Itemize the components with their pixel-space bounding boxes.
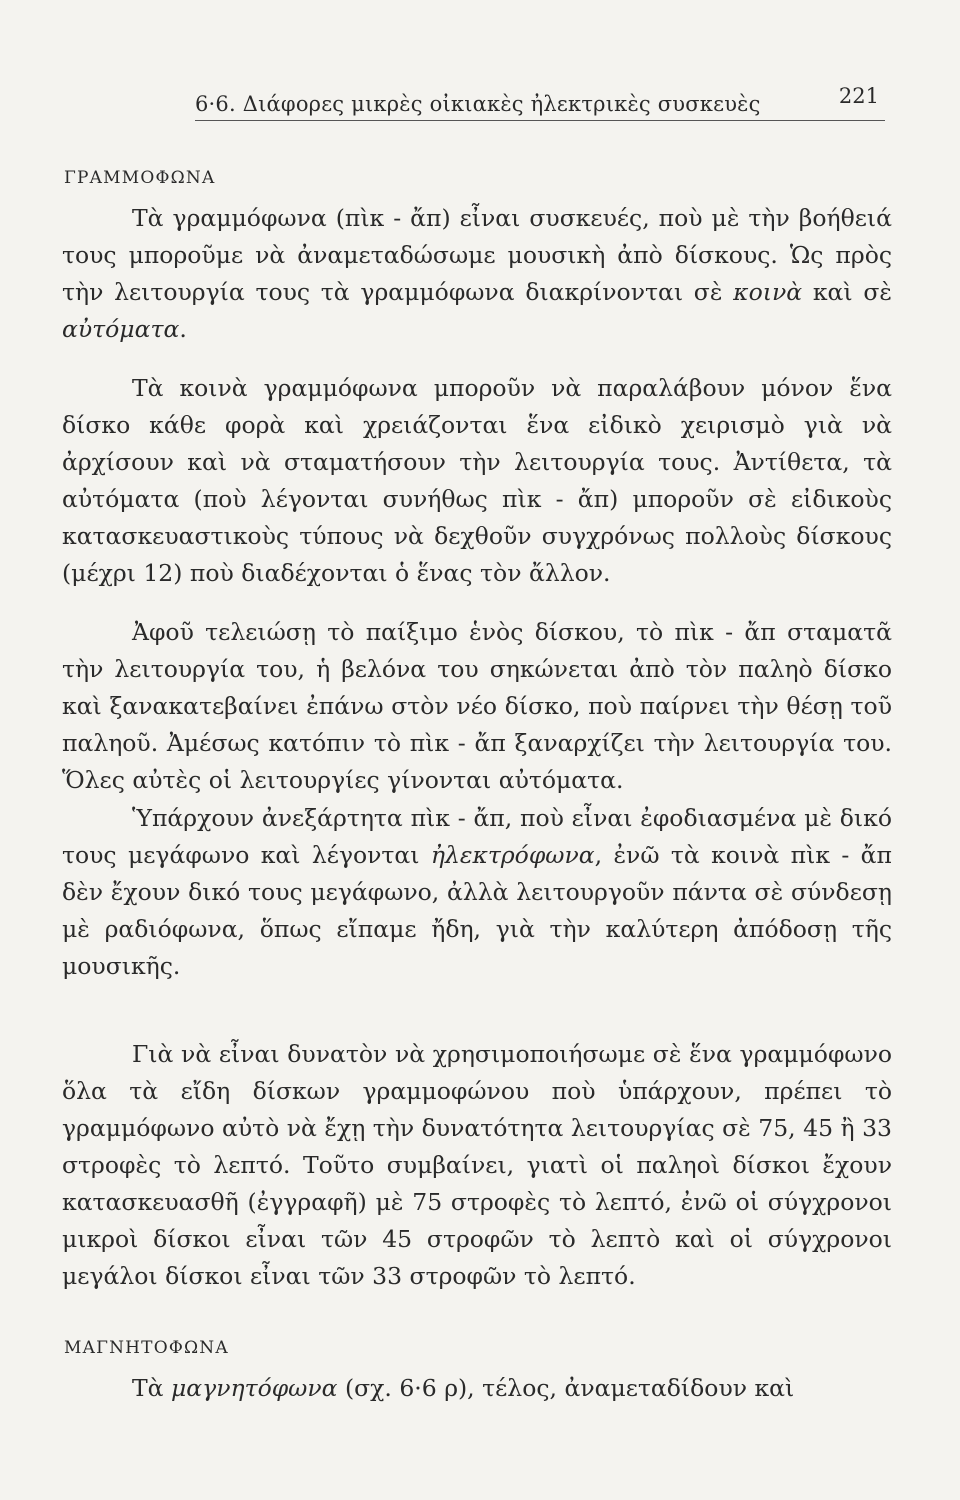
paragraph: Τὰ κοινὰ γραμμόφωνα μποροῦν νὰ παραλάβουν μόνον ἕνα δίσκο κάθε φορὰ καὶ χρειάζονται ἕνα εἰδικὸ χειρισμὸ γιὰ νὰ ἀρχίσουν καὶ νὰ σταματήσουν τὴν λειτουργία τους. Ἀντίθετα, τὰ αὐτόματα (ποὺ λέγονται συνήθως πὶκ - ἄπ) μποροῦν σὲ εἰδικοὺς κατασκευαστικοὺς τύπους νὰ δεχθοῦν συγχρόνως πολλοὺς δίσκους (μέχρι 12) ποὺ διαδέχονται ὁ ἕνας τὸν ἄλλον. — [62, 374, 892, 587]
paragraph-text: Ὑπάρχουν ἀνεξάρτητα πὶκ - ἄπ, ποὺ εἶναι ἐφοδιασμένα μὲ δικό τους μεγάφωνο καὶ λέγονται — [62, 804, 892, 869]
paragraph-text: , ἐνῶ τὰ κοινὰ πὶκ - ἄπ δὲν ἔχουν δικό τους μεγάφωνο, ἀλλὰ λειτουργοῦν πάντα σὲ σύνδεσῃ μὲ ραδιόφωνα, ὅπως εἴπαμε ἤδη, γιὰ τὴν καλύτερη ἀπόδοσῃ τῆς μουσικῆς. — [62, 841, 892, 980]
header-title: 6·6. Διάφορες μικρὲς οἰκιακὲς ἠλεκτρικὲς συσκευὲς — [195, 92, 761, 116]
section-heading-gramophones: ΓΡΑΜΜΟΦΩΝΑ — [64, 168, 216, 188]
emphasis-text: κοινὰ — [733, 278, 803, 306]
paragraph-text: καὶ σὲ — [802, 278, 892, 306]
paragraph-text: Τὰ — [132, 1374, 172, 1402]
paragraph — [62, 200, 892, 348]
paragraph: Γιὰ νὰ εἶναι δυνατὸν νὰ χρησιμοποιήσωμε σὲ ἕνα γραμμόφωνο ὅλα τὰ εἴδη δίσκων γραμμοφώνου ποὺ ὑπάρχουν, πρέπει τὸ γραμμόφωνο αὐτὸ νὰ ἔχῃ τὴν δυνατότητα λειτουργίας σὲ 75, 45 ἢ 33 στροφὲς τὸ λεπτό. Τοῦτο συμβαίνει, γιατὶ οἱ παληοὶ δίσκοι ἔχουν κατασκευασθῆ (ἐγγραφῆ) μὲ 75 στροφὲς τὸ λεπτό, ἐνῶ οἱ σύγχρονοι μικροὶ δίσκοι εἶναι τῶν 45 στροφῶν τὸ λεπτὸ καὶ οἱ σύγχρονοι μεγάλοι δίσκοι εἶναι τῶν 33 στροφῶν τὸ λεπτό. — [62, 1040, 892, 1290]
paragraph-text: Τὰ γραμμόφωνα (πὶκ - ἄπ) εἶναι συσκευές, ποὺ μὲ τὴν βοήθειά τους μποροῦμε νὰ ἀναμεταδώσωμε μουσικὴ ἀπὸ δίσκους. Ὡς πρὸς τὴν λειτουργία τους τὰ γραμμόφωνα διακρίνονται σὲ — [62, 204, 892, 306]
header-rule — [195, 120, 885, 121]
paragraph — [62, 1370, 892, 1407]
paragraph-text: (σχ. 6·6 ρ), τέλος, ἀναμεταδίδουν καὶ — [337, 1374, 795, 1402]
emphasis-text: αὐτόματα — [62, 315, 180, 343]
emphasis-text: ἠλεκτρόφωνα — [430, 841, 595, 869]
running-header — [195, 84, 885, 124]
paragraph: Ἀφοῦ τελειώσῃ τὸ παίξιμο ἑνὸς δίσκου, τὸ πὶκ - ἄπ σταματᾶ τὴν λειτουργία του, ἡ βελόνα του σηκώνεται ἀπὸ τὸν παληὸ δίσκο καὶ ξανακατεβαίνει ἐπάνω στὸν νέο δίσκο, ποὺ παίρνει τὴν θέσῃ τοῦ παληοῦ. Ἀμέσως κατόπιν τὸ πὶκ - ἄπ ξαναρχίζει τὴν λειτουργία του. Ὅλες αὐτὲς οἱ λειτουργίες γίνονται αὐτόματα. — [62, 618, 892, 794]
paragraph — [62, 800, 892, 985]
paragraph-text: . — [179, 315, 187, 343]
section-heading-tape-recorders: ΜΑΓΝΗΤΟΦΩΝΑ — [64, 1338, 229, 1358]
emphasis-text: μαγνητόφωνα — [171, 1374, 338, 1402]
page-number: 221 — [838, 84, 879, 108]
